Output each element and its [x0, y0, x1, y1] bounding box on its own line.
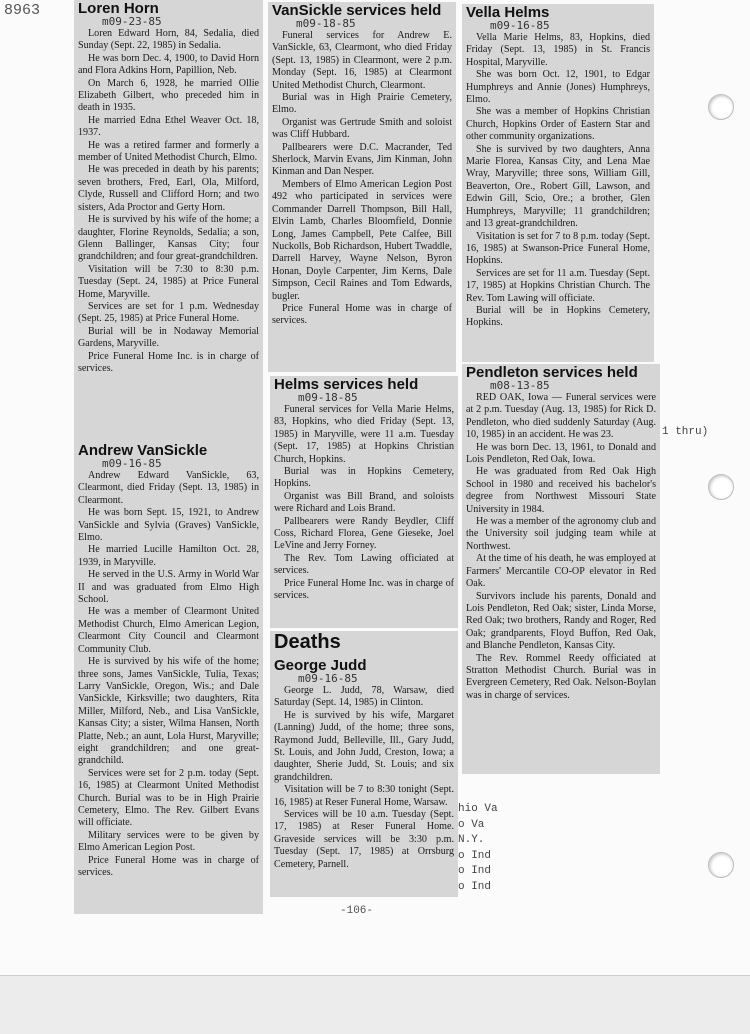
obituary-andrew-vansickle [74, 442, 263, 914]
scan-bottom-margin [0, 975, 750, 1034]
paragraph: Price Funeral Home was in charge of services. [78, 854, 259, 878]
paragraph: Funeral services for Andrew E. VanSickle, 63, Clearmont, who died Friday (Sept. 13, 1985) in Clearmont, were 2 p.m. Monday (Sept. 16, 1985) at Clearmont United Methodist Church, Clearmont. [272, 30, 452, 91]
obituary-george-judd [270, 631, 458, 897]
paragraph: He was born Dec. 13, 1961, to Donald and Lois Pendleton, Red Oak, Iowa. [466, 441, 656, 466]
paragraph: Pallbearers were D.C. Macrander, Ted Sherlock, Marvin Evans, Jim Kinman, John Kinman and Dan Nesper. [272, 141, 452, 178]
handwritten-date: m09-18-85 [298, 391, 358, 404]
margin-state-abbreviation: o Ind [458, 865, 492, 877]
paragraph: She is survived by two daughters, Anna Marie Florea, Kansas City, and Lena Mae Wray, Maryville; three sons, William Gill, Beaverton, Ore., Robert Gill, Lawson, and Edwin Gill, Scio, Ore.; a brother, Glen Humphreys, Maryville; 11 grandchildren; and 13 great-grandchildren. [466, 143, 650, 230]
article-helms-services [270, 376, 458, 628]
paragraph: Visitation will be 7:30 to 8:30 p.m. Tuesday (Sept. 24, 1985) at Price Funeral Home, Maryville. [78, 263, 259, 300]
clipping-body [272, 30, 452, 328]
clipping-title: Loren Horn [78, 0, 159, 17]
paragraph: Services are set for 1 p.m. Wednesday (Sept. 25, 1985) at Price Funeral Home. [78, 300, 259, 325]
clipping-title: Andrew VanSickle [78, 442, 208, 459]
obituary-vella-helms [462, 4, 654, 362]
handwritten-date: m09-16-85 [102, 457, 162, 470]
binder-hole-icon [708, 474, 734, 500]
article-vansickle-services [268, 2, 456, 372]
paragraph: He was born Sept. 15, 1921, to Andrew VanSickle and Sylvia (Graves) VanSickle, Elmo. [78, 507, 259, 544]
clipping-body [78, 470, 259, 879]
page-footer-number: -106- [340, 905, 374, 917]
margin-state-abbreviation: hio Va [458, 803, 498, 815]
paragraph: Services are set for 11 a.m. Tuesday (Sept. 17, 1985) at Hopkins Christian Church. The Rev. Tom Lawing will officiate. [466, 267, 650, 304]
paragraph: Burial will be in Nodaway Memorial Gardens, Maryville. [78, 325, 259, 350]
margin-state-abbreviation: N.Y. [458, 834, 485, 846]
paragraph: He was a member of the agronomy club and the University soil judging team while at Northwest. [466, 516, 656, 552]
paragraph: Price Funeral Home was in charge of services. [272, 302, 452, 327]
paragraph: Burial was in High Prairie Cemetery, Elmo. [272, 92, 452, 116]
paragraph: She was a member of Hopkins Christian Church, Hopkins Order of Eastern Star and other community organizations. [466, 106, 650, 143]
paragraph: He was a member of Clearmont United Methodist Church, Elmo American Legion, Clearmont City Council and Clearmont Community Club. [78, 606, 259, 655]
clipping-title: VanSickle services held [272, 2, 442, 19]
binder-hole-icon [708, 94, 734, 120]
paragraph: Andrew Edward VanSickle, 63, Clearmont, died Friday (Sept. 13, 1985) in Clearmont. [78, 470, 259, 506]
page-number-handwritten: 8963 [4, 2, 41, 19]
binder-hole-icon [708, 852, 734, 878]
paragraph: Services will be 10 a.m. Tuesday (Sept. 17, 1985) at Reser Funeral Home. Graveside services will be 3:30 p.m. Tuesday (Sept. 17, 1985) at Orrsburg Cemetery, Parnell. [274, 809, 454, 870]
article-pendleton-services [462, 364, 660, 774]
paragraph: Military services were to be given by Elmo American Legion Post. [78, 829, 259, 854]
paragraph: Services were set for 2 p.m. today (Sept. 16, 1985) at Clearmont United Methodist Church. Burial was to be in High Prairie Cemetery, Elmo. The Rev. Gilbert Evans will officiate. [78, 767, 259, 829]
paragraph: RED OAK, Iowa — Funeral services were at 2 p.m. Tuesday (Aug. 13, 1985) for Rick D. Pendleton, who died suddenly Saturday (Aug. 10, 1985) in an accident. He was 23. [466, 392, 656, 441]
paragraph: He married Lucille Hamilton Oct. 28, 1939, in Maryville. [78, 544, 259, 568]
paragraph: Burial was in Hopkins Cemetery, Hopkins. [274, 466, 454, 490]
paragraph: George L. Judd, 78, Warsaw, died Saturday (Sept. 14, 1985) in Clinton. [274, 685, 454, 709]
paragraph: He married Edna Ethel Weaver Oct. 18, 1937. [78, 114, 259, 139]
clipping-body [466, 392, 656, 702]
paragraph: The Rev. Tom Lawing officiated at services. [274, 552, 454, 577]
handwritten-date: m09-23-85 [102, 15, 162, 28]
paragraph: Organist was Gertrude Smith and soloist was Cliff Hubbard. [272, 116, 452, 141]
paragraph: He served in the U.S. Army in World War II and was graduated from Elmo High School. [78, 569, 259, 606]
clipping-title: George Judd [274, 657, 367, 674]
clipping-title: Pendleton services held [466, 364, 638, 381]
margin-state-list [458, 802, 498, 895]
paragraph: He was a retired farmer and formerly a member of United Methodist Church, Elmo. [78, 139, 259, 164]
paragraph: On March 6, 1928, he married Ollie Elizabeth Gilbert, who preceded him in death in 1935. [78, 77, 259, 114]
paragraph: Visitation is set for 7 to 8 p.m. today (Sept. 16, 1985) at Swanson-Price Funeral Home, Hopkins. [466, 230, 650, 267]
clipping-title: Helms services held [274, 376, 419, 393]
margin-state-abbreviation: o Va [458, 818, 485, 831]
paragraph: He was graduated from Red Oak High School in 1980 and received his bachelor's degree from Northwest Missouri State University in 1984. [466, 466, 656, 515]
margin-state-abbreviation: o Ind [458, 849, 492, 862]
paragraph: Vella Marie Helms, 83, Hopkins, died Friday (Sept. 13, 1985) in St. Francis Hospital, Maryville. [466, 32, 650, 68]
paragraph: Pallbearers were Randy Beydler, Cliff Coss, Richard Florea, Gene Gieseke, Joel LeVine and Jerry Forney. [274, 515, 454, 552]
section-header-deaths: Deaths [274, 631, 341, 653]
paragraph: Funeral services for Vella Marie Helms, 83, Hopkins, who died Friday (Sept. 13, 1985) in Maryville, were 11 a.m. Tuesday (Sept. 17, 1985) at Hopkins Christian Church, Hopkins. [274, 404, 454, 465]
paragraph: He was preceded in death by his parents; seven brothers, Fred, Earl, Ola, Milford, Clyde, Russell and Clifford Horn; and two sisters, Ada Proctor and Gerty Horn. [78, 164, 259, 213]
paragraph: He was born Dec. 4, 1900, to David Horn and Flora Adkins Horn, Papillion, Neb. [78, 52, 259, 77]
clipping-title: Vella Helms [466, 4, 550, 21]
margin-note: 1 thru) [662, 426, 709, 438]
handwritten-date: m09-18-85 [296, 17, 356, 30]
paragraph: The Rev. Rommel Reedy officiated at Stratton Methodist Church. Burial was in Evergreen Cemetery, Red Oak. Nelson-Boylan was in charge of services. [466, 652, 656, 701]
clipping-body [274, 404, 454, 603]
handwritten-date: m09-16-85 [490, 19, 550, 32]
paragraph: He is survived by his wife, Margaret (Lanning) Judd, of the home; three sons, Raymond Judd, Belleville, Ill., Gary Judd, St. Louis, and John Judd, Creston, Iowa; a daughter, Sherie Judd, St. Louis; and six grandchildren. [274, 709, 454, 783]
obituary-loren-horn [74, 0, 263, 442]
handwritten-date: m08-13-85 [490, 379, 550, 392]
paragraph: He is survived by his wife of the home; three sons, James VanSickle, Tulia, Texas; Larry VanSickle, Oregon, Wis.; and Dale VanSickle, Kirksville; two daughters, Rita Miller, Milford, Neb., and Lisa VanSickle, Kansas City; a sister, Wilma Hansen, North Platte, Neb.; an aunt, Lola Hurst, Maryville; eight grandchildren; and one great-grandchild. [78, 656, 259, 767]
clipping-body [466, 32, 650, 330]
paragraph: Price Funeral Home Inc. was in charge of services. [274, 577, 454, 602]
paragraph: Burial will be in Hopkins Cemetery, Hopkins. [466, 304, 650, 329]
paragraph: At the time of his death, he was employed at Farmers' Mercantile CO-OP elevator in Red Oak. [466, 553, 656, 590]
margin-state-abbreviation: o Ind [458, 880, 492, 893]
paragraph: Loren Edward Horn, 84, Sedalia, died Sunday (Sept. 22, 1985) in Sedalia. [78, 28, 259, 52]
clipping-body [78, 28, 259, 375]
paragraph: She was born Oct. 12, 1901, to Edgar Humphreys and Annie (Jones) Humphreys, Elmo. [466, 69, 650, 106]
paragraph: Price Funeral Home Inc. is in charge of services. [78, 350, 259, 374]
paragraph: He is survived by his wife of the home; a daughter, Florine Reynolds, Sedalia; a son, Glenn Ballinger, Kansas City; four grandchildren; and four great-grandchildren. [78, 214, 259, 263]
clipping-body [274, 685, 454, 871]
paragraph: Visitation will be 7 to 8:30 tonight (Sept. 16, 1985) at Reser Funeral Home, Warsaw. [274, 784, 454, 808]
paragraph: Organist was Bill Brand, and soloists were Richard and Lois Brand. [274, 490, 454, 515]
handwritten-date: m09-16-85 [298, 672, 358, 685]
paragraph: Survivors include his parents, Donald and Lois Pendleton, Red Oak; sister, Linda Morse, Red Oak; two brothers, Randy and Roger, Red Oak; grandparents, Floyd Buffon, Red Oak, and Blanche Pendleton, Kansas City. [466, 590, 656, 652]
paragraph: Members of Elmo American Legion Post 492 who participated in services were Commander Darrell Thompson, Bill Hall, Elvin Lamb, Charles Bloomfield, Donnie Long, James Campbell, Pete Calfee, Bill Nuckolls, Bob Richardson, Hubert Twaddle, Darrell Harvey, Wayne Nelson, Byron Honan, Doyle Carpenter, Jim Kerns, Dale Simpson, Cecil Raines and Tom Edwards, bugler. [272, 178, 452, 302]
